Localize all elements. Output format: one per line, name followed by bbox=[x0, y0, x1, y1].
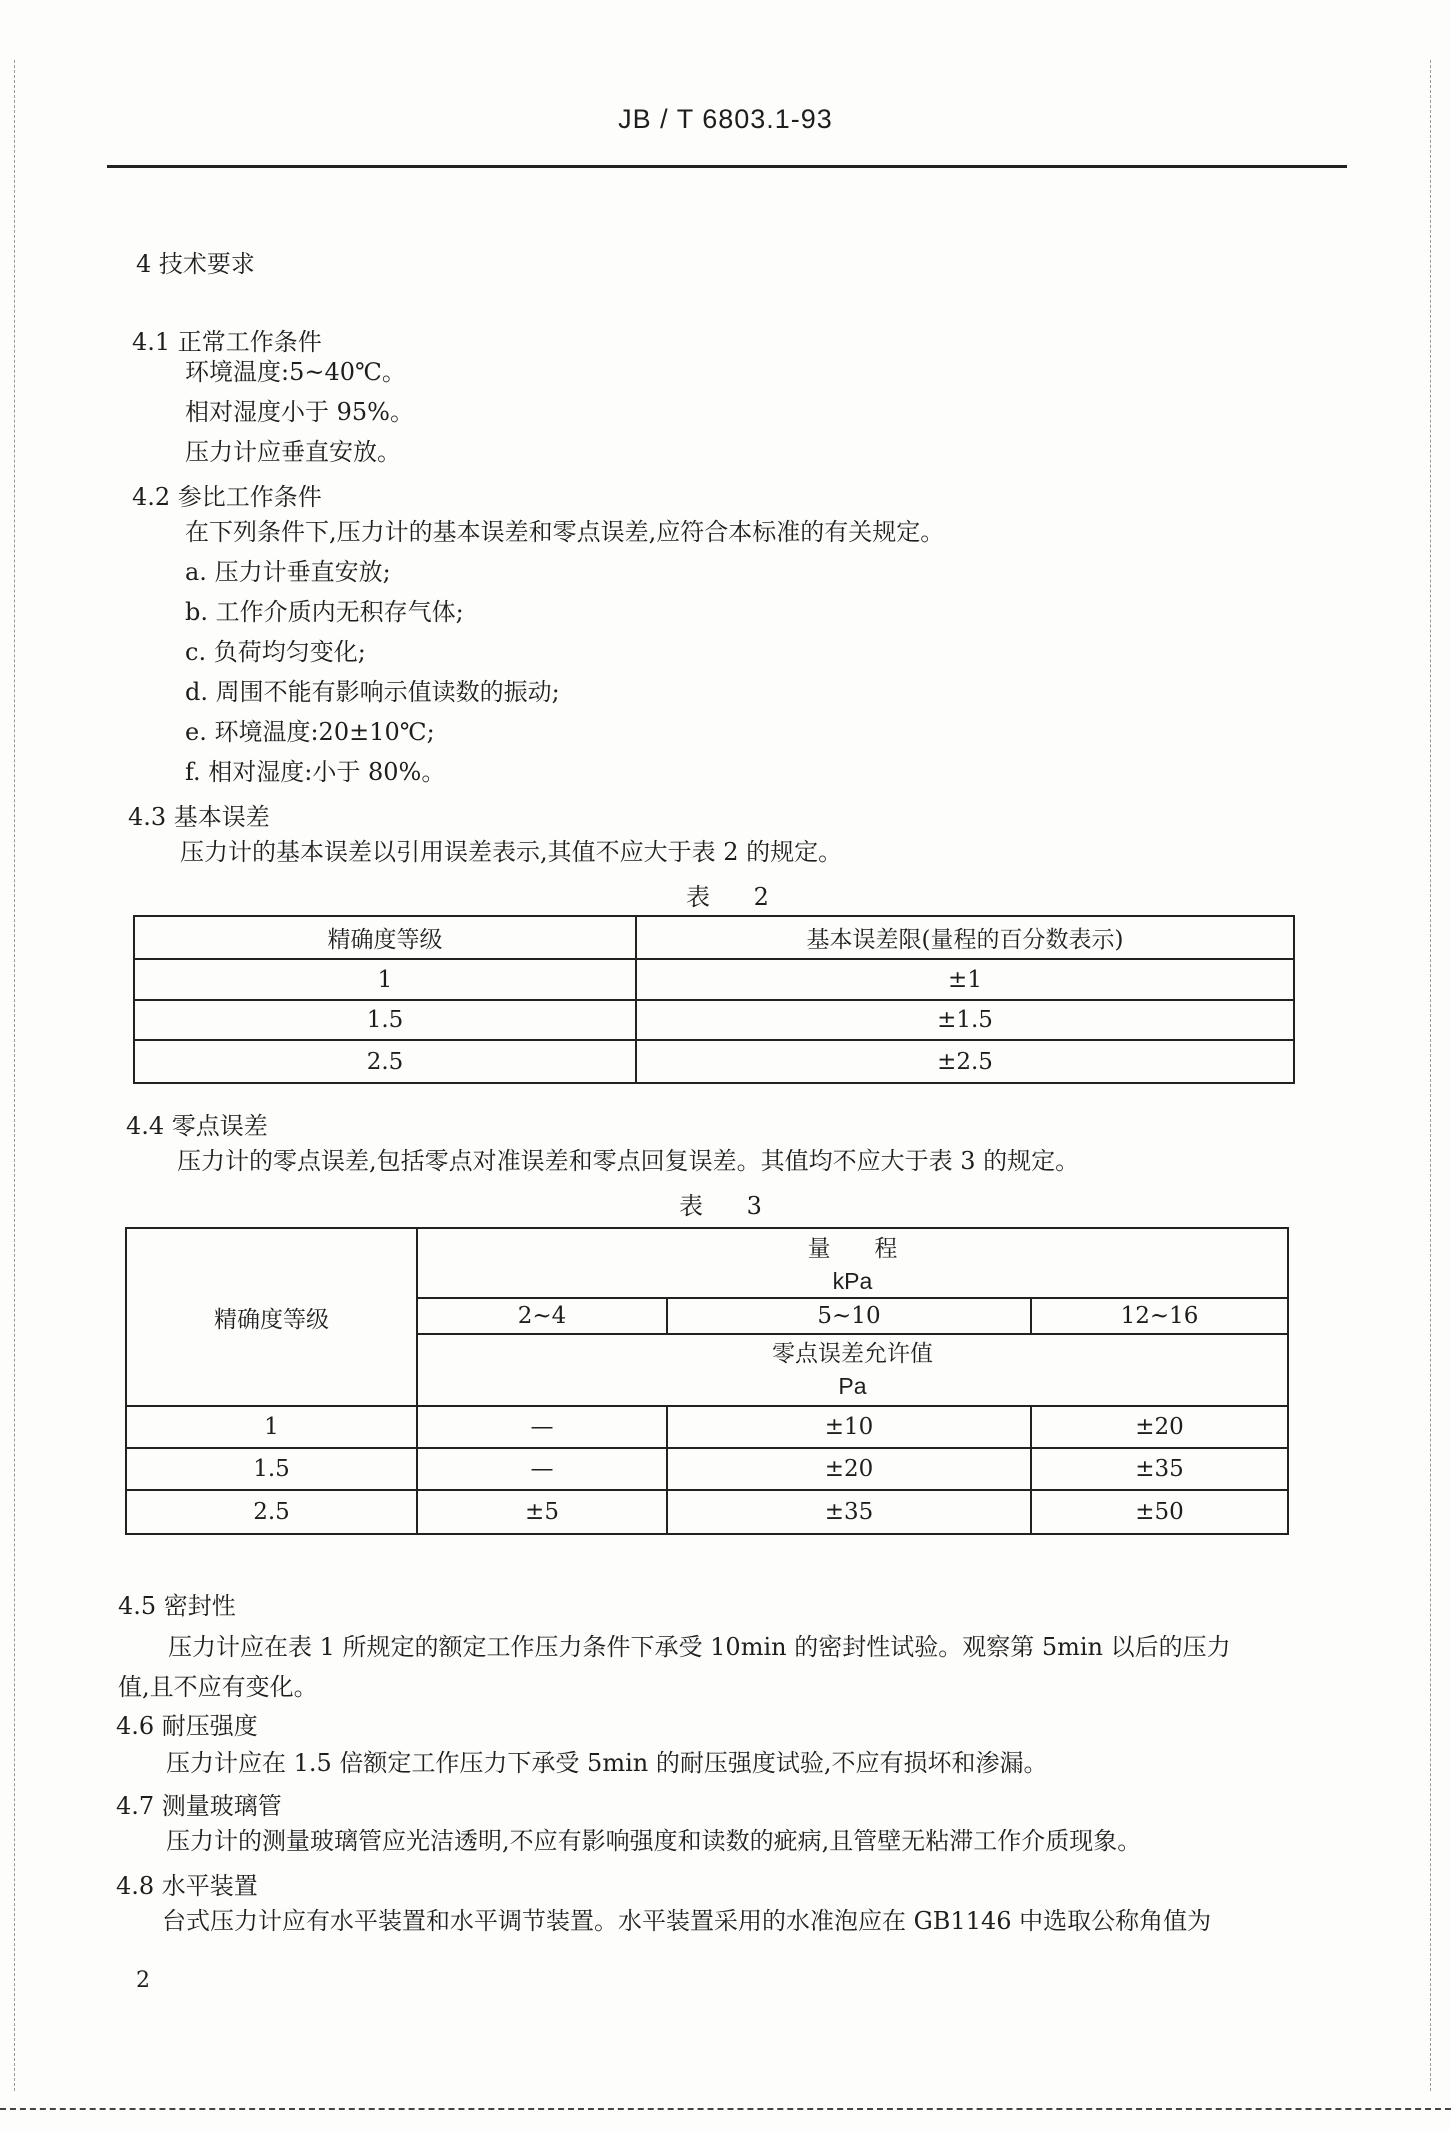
s42-item-e: e. 环境温度:20±10℃; bbox=[185, 718, 435, 746]
document-code-header: JB / T 6803.1-93 bbox=[618, 104, 833, 134]
s41-line-3: 压力计应垂直安放。 bbox=[185, 438, 401, 466]
section-4-2-title: 4.2 参比工作条件 bbox=[132, 483, 322, 511]
table-3-tolerance-label: 零点误差允许值 bbox=[772, 1341, 933, 1367]
header-rule bbox=[107, 165, 1347, 168]
table-row bbox=[126, 1406, 1288, 1448]
bottom-dashed-border bbox=[0, 2108, 1451, 2110]
s45-line-2: 值,且不应有变化。 bbox=[118, 1673, 318, 1701]
section-4-1-title: 4.1 正常工作条件 bbox=[132, 328, 322, 356]
table-row bbox=[134, 1040, 1294, 1083]
s47-text: 压力计的测量玻璃管应光洁透明,不应有影响强度和读数的疵病,且管壁无粘滞工作介质现象。 bbox=[166, 1827, 1142, 1855]
table-2-header-limit: 基本误差限(量程的百分数表示) bbox=[636, 916, 1294, 959]
table-3-range-col-3: 12~16 bbox=[1031, 1298, 1288, 1334]
table-cell: 1 bbox=[134, 959, 636, 1000]
table-3-tolerance-header bbox=[417, 1334, 1288, 1406]
s44-text: 压力计的零点误差,包括零点对准误差和零点回复误差。其值均不应大于表 3 的规定。 bbox=[177, 1147, 1080, 1175]
table-3 bbox=[125, 1227, 1289, 1535]
table-row bbox=[126, 1228, 1288, 1298]
table-cell: ±1 bbox=[636, 959, 1294, 1000]
table-3-caption: 表 3 bbox=[679, 1192, 780, 1220]
table-cell: ±35 bbox=[1031, 1448, 1288, 1490]
table-cell: 1.5 bbox=[134, 1000, 636, 1040]
table-cell: ±35 bbox=[667, 1490, 1031, 1534]
table-cell: ±5 bbox=[417, 1490, 667, 1534]
s45-line-1: 压力计应在表 1 所规定的额定工作压力条件下承受 10min 的密封性试验。观察第 5min 以后的压力 bbox=[168, 1633, 1231, 1661]
s42-intro: 在下列条件下,压力计的基本误差和零点误差,应符合本标准的有关规定。 bbox=[185, 518, 945, 546]
table-row bbox=[134, 1000, 1294, 1040]
table-3-range-unit: kPa bbox=[832, 1268, 873, 1294]
table-cell: ±20 bbox=[1031, 1406, 1288, 1448]
table-3-range-header bbox=[417, 1228, 1288, 1298]
s42-item-d: d. 周围不能有影响示值读数的振动; bbox=[185, 678, 560, 706]
table-3-tolerance-unit: Pa bbox=[838, 1373, 867, 1399]
section-4-6-title: 4.6 耐压强度 bbox=[116, 1712, 258, 1740]
s42-item-c: c. 负荷均匀变化; bbox=[185, 638, 366, 666]
table-2-header-grade: 精确度等级 bbox=[134, 916, 636, 959]
section-4-3-title: 4.3 基本误差 bbox=[128, 803, 270, 831]
table-cell: ±20 bbox=[667, 1448, 1031, 1490]
table-row bbox=[126, 1490, 1288, 1534]
table-row bbox=[134, 916, 1294, 959]
table-row bbox=[134, 959, 1294, 1000]
table-cell: 2.5 bbox=[134, 1040, 636, 1083]
table-row bbox=[126, 1448, 1288, 1490]
table-cell: ±10 bbox=[667, 1406, 1031, 1448]
s42-item-f: f. 相对湿度:小于 80%。 bbox=[185, 758, 446, 786]
table-cell: ±1.5 bbox=[636, 1000, 1294, 1040]
table-3-header-grade: 精确度等级 bbox=[126, 1228, 417, 1406]
table-cell: — bbox=[417, 1406, 667, 1448]
s41-line-2: 相对湿度小于 95%。 bbox=[185, 398, 414, 426]
page-number: 2 bbox=[136, 1968, 150, 1993]
table-cell: 1.5 bbox=[126, 1448, 417, 1490]
s42-item-b: b. 工作介质内无积存气体; bbox=[185, 598, 464, 626]
section-4-5-title: 4.5 密封性 bbox=[118, 1592, 236, 1620]
section-4-8-title: 4.8 水平装置 bbox=[116, 1872, 258, 1900]
s46-text: 压力计应在 1.5 倍额定工作压力下承受 5min 的耐压强度试验,不应有损坏和渗漏。 bbox=[166, 1749, 1048, 1777]
table-3-range-col-1: 2~4 bbox=[417, 1298, 667, 1334]
s41-line-1: 环境温度:5~40℃。 bbox=[185, 358, 406, 386]
table-cell: 2.5 bbox=[126, 1490, 417, 1534]
right-scan-edge bbox=[1430, 60, 1431, 2091]
table-3-range-col-2: 5~10 bbox=[667, 1298, 1031, 1334]
table-cell: ±50 bbox=[1031, 1490, 1288, 1534]
table-2 bbox=[133, 915, 1295, 1084]
left-scan-edge bbox=[14, 60, 15, 2091]
section-4-title: 4 技术要求 bbox=[136, 250, 255, 278]
table-cell: ±2.5 bbox=[636, 1040, 1294, 1083]
section-4-7-title: 4.7 测量玻璃管 bbox=[116, 1792, 282, 1820]
table-2-caption: 表 2 bbox=[686, 883, 787, 911]
table-cell: — bbox=[417, 1448, 667, 1490]
s42-item-a: a. 压力计垂直安放; bbox=[185, 558, 391, 586]
s43-text: 压力计的基本误差以引用误差表示,其值不应大于表 2 的规定。 bbox=[180, 838, 843, 866]
table-cell: 1 bbox=[126, 1406, 417, 1448]
table-3-range-label: 量 程 bbox=[807, 1236, 898, 1262]
s48-text: 台式压力计应有水平装置和水平调节装置。水平装置采用的水准泡应在 GB1146 中选取公称角值为 bbox=[162, 1907, 1212, 1935]
section-4-4-title: 4.4 零点误差 bbox=[126, 1112, 268, 1140]
